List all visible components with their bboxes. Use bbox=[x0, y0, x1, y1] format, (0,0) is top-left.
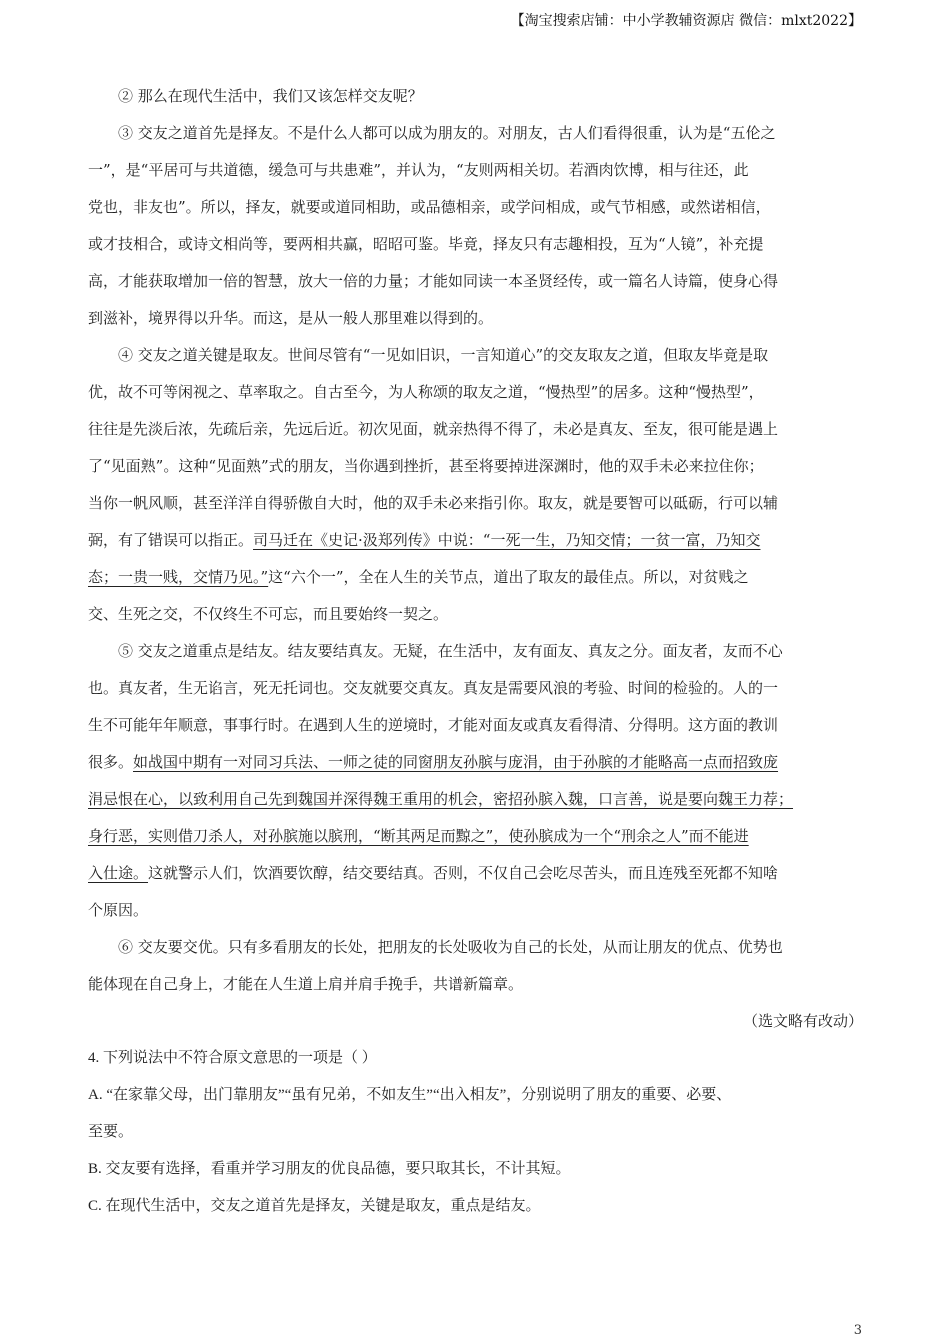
page-header: 【淘宝搜索店铺：中小学教辅资源店 微信：mlxt2022】 bbox=[510, 13, 862, 29]
passage-line bbox=[88, 559, 863, 596]
passage-text: 交、生死之交，不仅终生不可忘，而且要始终一契之。 bbox=[88, 605, 449, 623]
passage-text: 弼，有了错误可以指正。 bbox=[88, 531, 254, 549]
passage-text: 优，故不可等闲视之、草率取之。自古至今，为人称颂的取友之道，“慢热型”的居多。这种“慢热型”， bbox=[88, 383, 764, 401]
underlined-text: 涓忌恨在心，以致利用自己先到魏国并深得魏王重用的机会，密招孙膑入魏，口言善，说是要向魏王力荐； bbox=[88, 790, 794, 808]
passage-line bbox=[88, 744, 863, 781]
passage-text: ③ 交友之道首先是择友。不是什么人都可以成为朋友的。对朋友，古人们看得很重，认为是“五伦之 bbox=[118, 124, 776, 142]
passage-text: 当你一帆风顺，甚至洋洋自得骄傲自大时，他的双手未必来指引你。取友，就是要智可以砥砺，行可以辅 bbox=[88, 494, 779, 512]
passage-text-after: 这就警示人们，饮酒要饮醇，结交要结真。否则，不仅自己会吃尽苦头，而且连残至死都不知啥 bbox=[148, 864, 779, 882]
passage-text: 能体现在自己身上，才能在人生道上肩并肩手挽手，共谱新篇章。 bbox=[88, 975, 524, 993]
passage-line bbox=[88, 263, 863, 300]
question-stem: 4. 下列说法中不符合原文意思的一项是（ ） bbox=[88, 1050, 377, 1066]
passage-line bbox=[88, 189, 863, 226]
page-number: 3 bbox=[853, 1323, 862, 1338]
passage-line bbox=[88, 300, 863, 337]
underlined-text: 司马迁在《史记·汲郑列传》中说：“一死一生，乃知交情；一贫一富，乃知交 bbox=[253, 531, 761, 549]
underlined-text: 身行恶，实则借刀杀人，对孙膑施以膑刑，“断其两足而黥之”，使孙膑成为一个“刑余之人”而不能进 bbox=[88, 827, 749, 845]
passage-text: 一”，是“平居可与共道德，缓急可与共患难”，并认为，“友则两相关切。若酒肉饮博，相与往还，此 bbox=[88, 161, 749, 179]
passage-text: 往往是先淡后浓，先疏后亲，先远后近。初次见面，就亲热得不得了，未必是真友、至友，很可能是遇上 bbox=[88, 420, 779, 438]
question bbox=[88, 1040, 863, 1225]
passage-line bbox=[88, 374, 863, 411]
passage-text: ② 那么在现代生活中，我们又该怎样交友呢？ bbox=[118, 87, 423, 105]
underlined-text: 入仕途。 bbox=[88, 864, 149, 882]
option-b: B. 交友要有选择，看重并学习朋友的优良品德，要只取其长，不计其短。 bbox=[88, 1161, 571, 1177]
passage-line bbox=[88, 929, 863, 966]
passage-text: 很多。 bbox=[88, 753, 134, 771]
passage-line bbox=[88, 855, 863, 892]
passage-line bbox=[88, 115, 863, 152]
passage-text: 或才技相合，或诗文相尚等，要两相共赢，昭昭可鉴。毕竟，择友只有志趣相投，互为“人镜”，补充提 bbox=[88, 235, 764, 253]
passage-line bbox=[88, 596, 863, 633]
option-c: C. 在现代生活中，交友之道首先是择友，关键是取友，重点是结友。 bbox=[88, 1198, 541, 1214]
passage-line bbox=[88, 818, 863, 855]
passage-text: 也。真友者，生无谄言，死无托词也。交友就要交真友。真友是需要风浪的考验、时间的检验的。人的一 bbox=[88, 679, 779, 697]
passage-line bbox=[88, 337, 863, 374]
underlined-text: 如战国中期有一对同习兵法、一师之徒的同窗朋友孙膑与庞涓，由于孙膑的才能略高一点而招致庞 bbox=[133, 753, 779, 771]
passage-line bbox=[88, 781, 863, 818]
option-a-line-1: A. “在家靠父母，出门靠朋友”“虽有兄弟，不如友生”“出入相友”，分别说明了朋友的重要、必要、 bbox=[88, 1087, 732, 1103]
document-body bbox=[88, 78, 863, 1225]
passage-text-after: 这“六个一”，全在人生的关节点，道出了取友的最佳点。所以，对贫贱之 bbox=[268, 568, 749, 586]
passage-text: 到滋补，境界得以升华。而这，是从一般人那里难以得到的。 bbox=[88, 309, 494, 327]
option-a-line-2: 至要。 bbox=[88, 1124, 134, 1140]
passage-line bbox=[88, 892, 863, 929]
passage-line bbox=[88, 633, 863, 670]
passage-line bbox=[88, 152, 863, 189]
passage-line bbox=[88, 522, 863, 559]
passage-text: 党也，非友也”。所以，择友，就要或道同相助，或品德相亲，或学问相成，或气节相感，或然诺相信， bbox=[88, 198, 771, 216]
passage bbox=[88, 78, 863, 1003]
passage-text: ⑥ 交友要交优。只有多看朋友的长处，把朋友的长处吸收为自己的长处，从而让朋友的优点、优势也 bbox=[118, 938, 783, 956]
passage-text: ⑤ 交友之道重点是结友。结友要结真友。无疑，在生活中，友有面友、真友之分。面友者，友而不心 bbox=[118, 642, 783, 660]
passage-line bbox=[88, 485, 863, 522]
passage-line bbox=[88, 670, 863, 707]
passage-text: ④ 交友之道关键是取友。世间尽管有“一见如旧识，一言知道心”的交友取友之道，但取友毕竟是取 bbox=[118, 346, 769, 364]
passage-line bbox=[88, 448, 863, 485]
underlined-text: 态；一贵一贱，交情乃见。” bbox=[88, 568, 269, 586]
source-note: （选文略有改动） bbox=[742, 1012, 863, 1030]
passage-line bbox=[88, 78, 863, 115]
passage-text: 个原因。 bbox=[88, 901, 149, 919]
passage-text: 高，才能获取增加一倍的智慧，放大一倍的力量；才能如同读一本圣贤经传，或一篇名人诗篇，使身心得 bbox=[88, 272, 779, 290]
passage-text: 生不可能年年顺意，事事行时。在遇到人生的逆境时，才能对面友或真友看得清、分得明。这方面的教训 bbox=[88, 716, 779, 734]
passage-line bbox=[88, 411, 863, 448]
passage-line bbox=[88, 226, 863, 263]
passage-text: 了“见面熟”。这种“见面熟”式的朋友，当你遇到挫折，甚至将要掉进深渊时，他的双手未必来拉住你； bbox=[88, 457, 764, 475]
passage-line bbox=[88, 707, 863, 744]
passage-line bbox=[88, 966, 863, 1003]
